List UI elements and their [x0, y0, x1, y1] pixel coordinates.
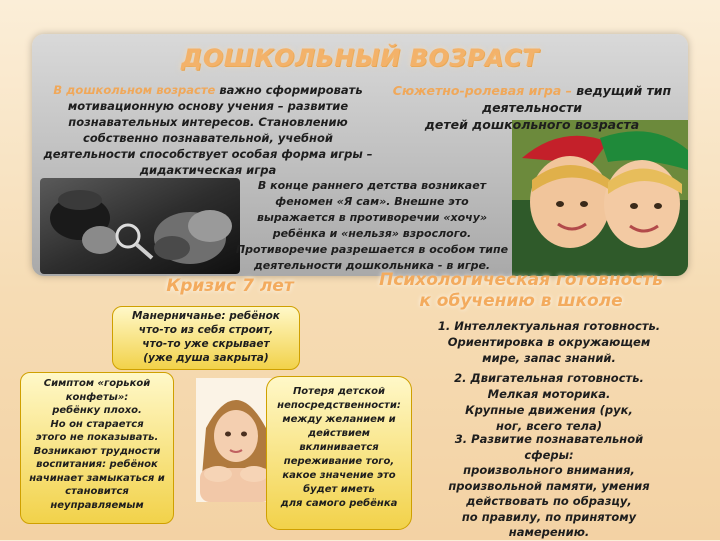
- readiness-line: по правилу, по принятому: [461, 509, 637, 524]
- left-line: собственно познавательной, учебной: [83, 131, 333, 145]
- child-magnifier-photo: [40, 178, 240, 274]
- readiness-line: действовать по образцу,: [466, 494, 632, 508]
- box-line: что-то из себя строит,: [138, 324, 274, 336]
- readiness-line: 3. Развитие познавательной: [454, 432, 644, 446]
- box-line: конфеты»:: [65, 391, 129, 403]
- center-line: выражается в противоречии «хочу»: [256, 211, 488, 224]
- box-line: неуправляемым: [50, 499, 144, 511]
- box-line: Манерничанье: ребёнок: [132, 310, 280, 322]
- left-line: познавательных интересов. Становлению: [68, 115, 348, 129]
- readiness-item-intellectual: [404, 318, 694, 366]
- right-line: детей дошкольного возраста: [424, 117, 640, 132]
- box-line: непосредственности:: [277, 400, 401, 411]
- readiness-line: Крупные движения (рук,: [465, 403, 633, 417]
- box-line: для самого ребёнка: [280, 498, 398, 509]
- right-line: ведущий тип: [576, 83, 672, 98]
- readiness-heading-line: к обучению в школе: [419, 291, 623, 311]
- readiness-heading: [356, 270, 686, 312]
- readiness-line: Мелкая моторика.: [487, 387, 611, 401]
- page-title: ДОШКОЛЬНЫЙ ВОЗРАСТ: [181, 44, 539, 72]
- box-line: ребёнку плохо.: [52, 405, 142, 416]
- readiness-line: мире, запас знаний.: [482, 351, 616, 365]
- center-line: ребёнка и «нельзя» взрослого.: [272, 227, 472, 240]
- readiness-line: Ориентировка в окружающем: [447, 335, 651, 349]
- readiness-item-cognitive: [404, 432, 694, 541]
- center-line: деятельности дошкольника - в игре.: [253, 259, 491, 272]
- box-line: (уже душа закрыта): [143, 352, 269, 364]
- box-line: Симптом «горькой: [43, 378, 151, 389]
- bitter-candy-box: [20, 372, 174, 524]
- box-line: какое значение это: [282, 470, 396, 481]
- crisis-heading: Кризис 7 лет: [166, 276, 294, 296]
- box-line: воспитания: ребёнок: [36, 459, 158, 470]
- didactic-game-text: [28, 82, 388, 178]
- readiness-item-motor: [404, 370, 694, 434]
- right-line: деятельности: [481, 100, 583, 115]
- box-line: что-то уже скрывает: [142, 338, 270, 350]
- i-myself-text: [228, 178, 516, 274]
- left-line: мотивационную основу учения – развитие: [67, 99, 349, 113]
- readiness-line: произвольной памяти, умения: [448, 478, 650, 493]
- box-line: между желанием и: [282, 414, 396, 425]
- readiness-line: намерению.: [508, 525, 590, 539]
- box-line: будет иметь: [303, 484, 375, 495]
- box-line: становится: [65, 486, 129, 497]
- loss-spontaneity-box: [266, 376, 412, 530]
- left-line: деятельности способствует особая форма игры –: [43, 147, 373, 161]
- left-highlight: В дошкольном возрасте: [53, 83, 216, 97]
- box-line: переживание того,: [283, 456, 395, 467]
- readiness-heading-line: Психологическая готовность: [379, 270, 663, 290]
- readiness-line: ног, всего тела): [496, 419, 602, 433]
- left-line: дидактическая игра: [139, 163, 277, 177]
- readiness-line: сферы:: [524, 447, 574, 462]
- child-photo: [196, 378, 276, 502]
- manners-box: [112, 306, 300, 370]
- box-line: действием вклинивается: [299, 428, 379, 453]
- box-line: Возникают трудности: [33, 445, 161, 457]
- center-line: Противоречие разрешается в особом типе: [235, 243, 509, 256]
- left-line: важно сформировать: [219, 83, 363, 97]
- right-highlight: Сюжетно-ролевая игра –: [392, 83, 572, 98]
- box-line: начинает замыкаться и: [29, 472, 165, 484]
- center-line: феномен «Я сам». Внешне это: [275, 195, 469, 208]
- role-play-text: [372, 82, 692, 133]
- box-line: Потеря детской: [292, 386, 386, 397]
- center-line: В конце раннего детства возникает: [257, 179, 487, 192]
- kids-photo: [512, 120, 688, 276]
- box-line: этого не показывать.: [35, 432, 159, 443]
- readiness-line: 2. Двигательная готовность.: [454, 371, 644, 385]
- readiness-line: 1. Интеллектуальная готовность.: [437, 319, 661, 333]
- readiness-line: произвольного внимания,: [463, 463, 635, 477]
- box-line: Но он старается: [50, 418, 144, 430]
